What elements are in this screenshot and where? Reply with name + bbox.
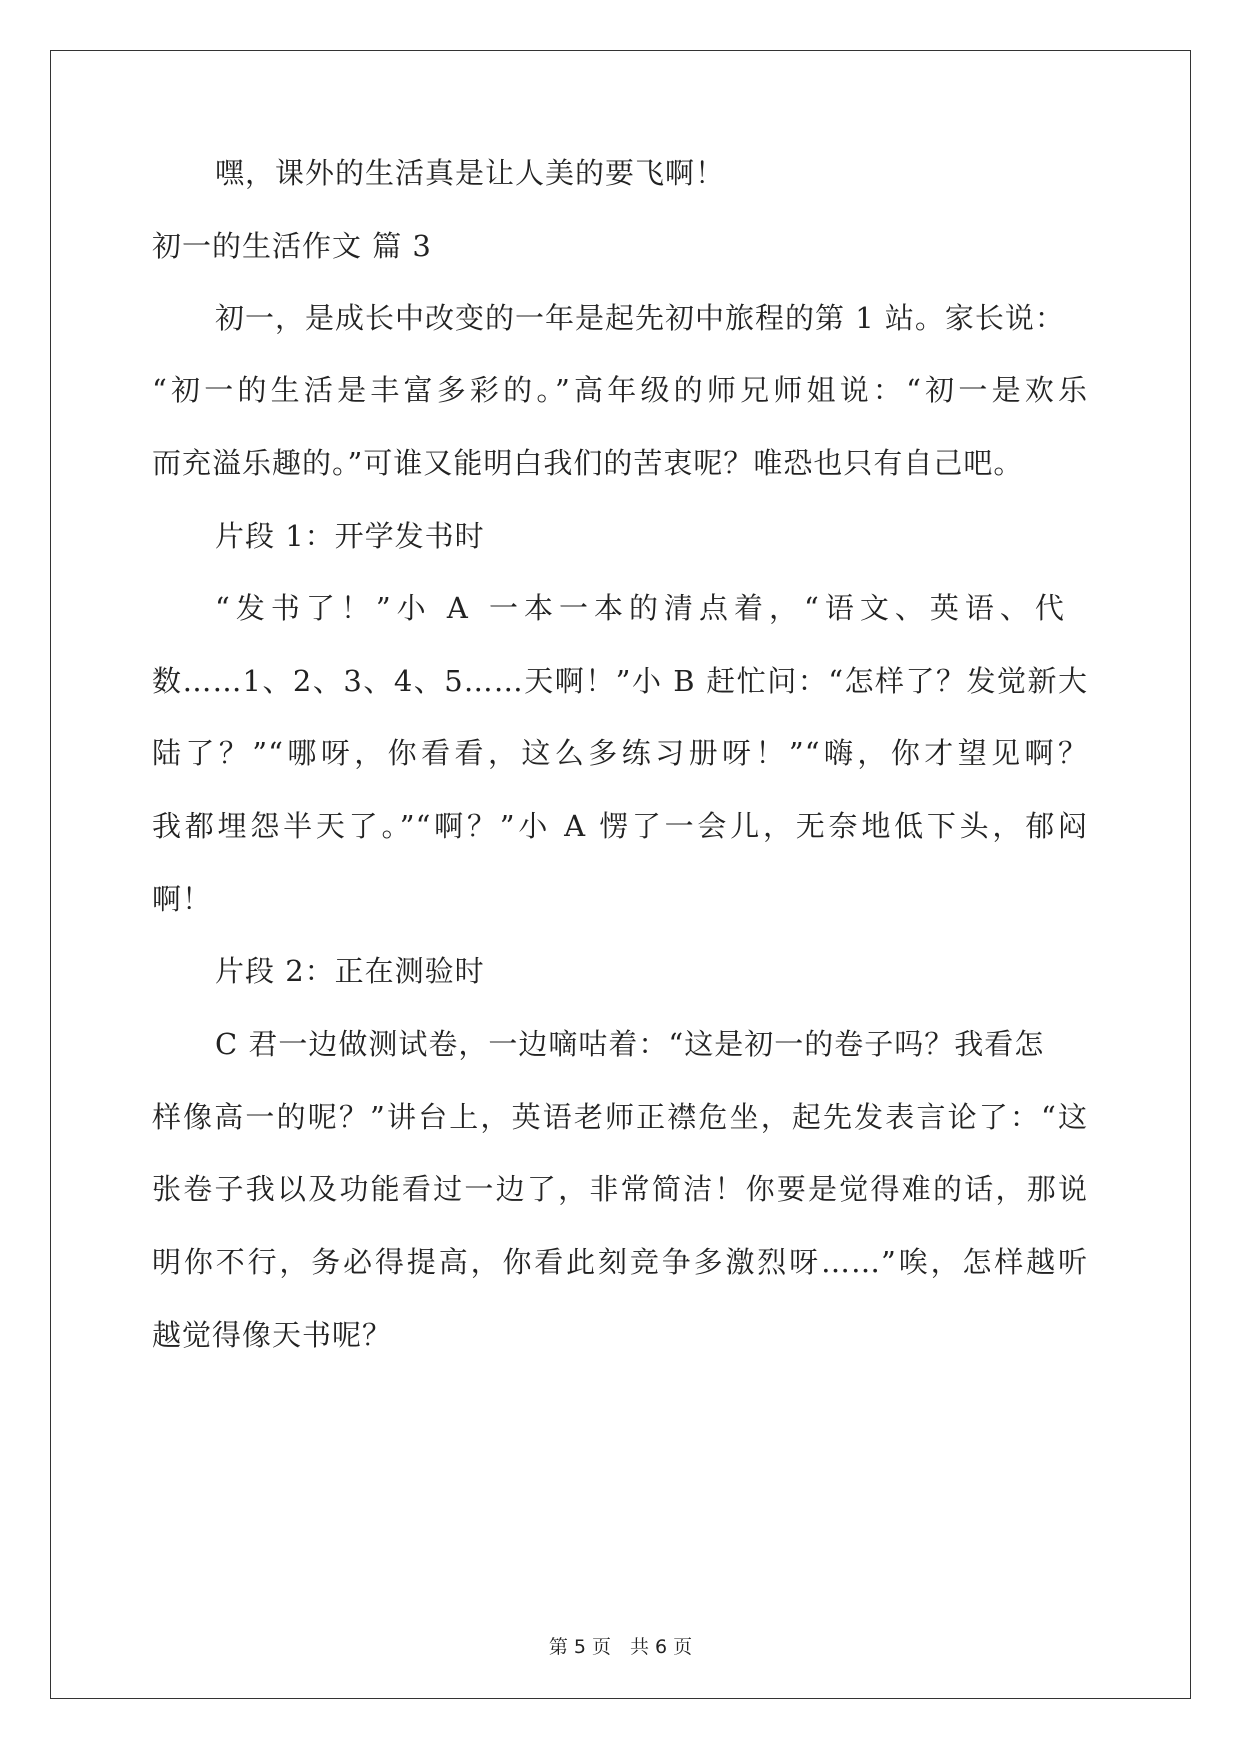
paragraph-line: “初一的生活是丰富多彩的。”高年级的师兄师姐说：“初一是欢乐 [152,373,1088,407]
paragraph-line: “发书了！”小 A 一本一本的清点着，“语文、英语、代 [215,591,1070,625]
paragraph-line: 数……1、2、3、4、5……天啊！”小 B 赶忙问：“怎样了？发觉新大 [152,664,1088,698]
section-heading: 初一的生活作文 篇 3 [152,229,432,263]
subheading: 片段 2：正在测验时 [215,954,485,988]
paragraph-line: 我都埋怨半天了。”“啊？”小 A 愣了一会儿，无奈地低下头，郁闷 [152,809,1088,843]
paragraph-line: 样像高一的呢？”讲台上，英语老师正襟危坐，起先发表言论了：“这 [152,1100,1088,1134]
paragraph-line: 陆了？”“哪呀，你看看，这么多练习册呀！”“嗨，你才望见啊？ [152,736,1088,770]
paragraph-line: 嘿，课外的生活真是让人美的要飞啊！ [215,156,726,190]
paragraph-line: 而充溢乐趣的。”可谁又能明白我们的苦衷呢？唯恐也只有自己吧。 [152,446,1024,480]
paragraph-line: 明你不行，务必得提高，你看此刻竞争多激烈呀……”唉，怎样越听 [152,1245,1088,1279]
paragraph-line: 初一，是成长中改变的一年是起先初中旅程的第 1 站。家长说： [215,301,1065,335]
page-number-footer: 第 5 页 共 6 页 [548,1636,693,1658]
paragraph-line: 越觉得像天书呢？ [152,1318,393,1352]
paragraph-line: 张卷子我以及功能看过一边了，非常简洁！你要是觉得难的话，那说 [152,1172,1088,1206]
subheading: 片段 1：开学发书时 [215,519,485,553]
paragraph-line: C 君一边做测试卷，一边嘀咕着：“这是初一的卷子吗？我看怎 [215,1027,1045,1061]
paragraph-line: 啊！ [152,882,213,916]
